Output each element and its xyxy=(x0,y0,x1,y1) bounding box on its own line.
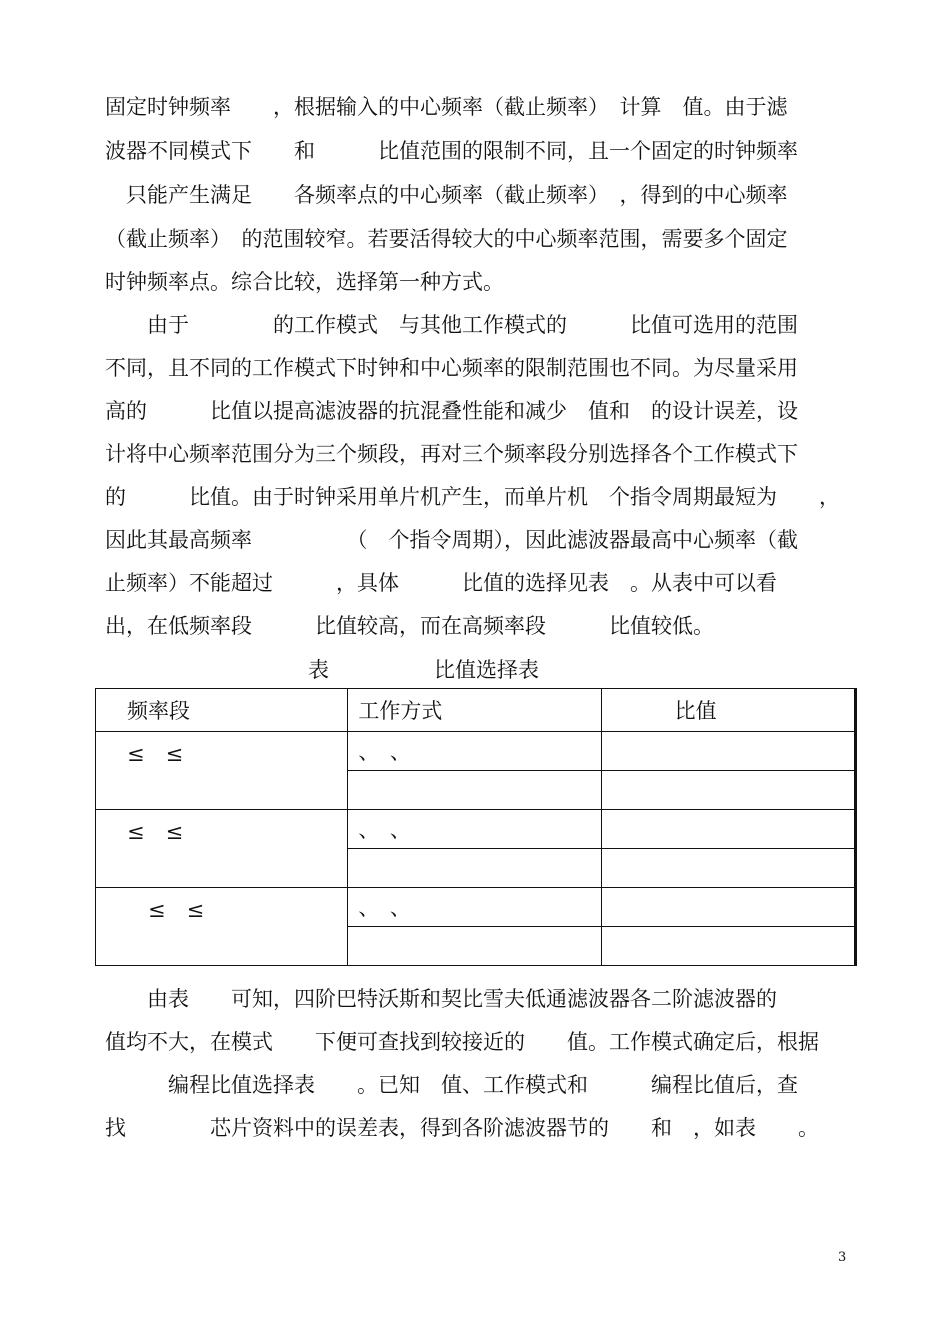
p3-line-4: 找 芯片资料中的误差表，得到各阶滤波器节的 和 ，如表 。 xyxy=(105,1116,819,1140)
ratio-cell xyxy=(601,732,855,771)
mode-cell-empty xyxy=(348,771,601,810)
p3-line-3: 编程比值选择表 。已知 值、工作模式和 编程比值后，查 xyxy=(105,1073,798,1097)
p1-line-3: 只能产生满足 各频率点的中心频率（截止频率） ，得到的中心频率 xyxy=(105,183,788,207)
table-row xyxy=(96,732,856,771)
mode-cell-empty xyxy=(348,849,601,888)
ratio-cell xyxy=(601,810,855,849)
p2-line-8: 出，在低频率段 比值较高，而在高频率段 比值较低。 xyxy=(105,614,714,638)
band-range-cell: ≤ ≤ xyxy=(96,810,348,888)
table-header-row xyxy=(96,689,856,732)
p3-line-2: 值均不大，在模式 下便可查找到较接近的 值。工作模式确定后，根据 xyxy=(105,1030,819,1054)
p2-line-3: 高的 比值以提高滤波器的抗混叠性能和减少 值和 的设计误差，设 xyxy=(105,399,798,423)
p2-line-6: 因此其最高频率 （ 个指令周期），因此滤波器最高中心频率（截 xyxy=(105,528,798,552)
p1-line-4: （截止频率） 的范围较窄。若要活得较大的中心频率范围，需要多个固定 xyxy=(105,227,788,251)
mode-cell-empty xyxy=(348,927,601,966)
p2-line-2: 不同，且不同的工作模式下时钟和中心频率的限制范围也不同。为尽量采用 xyxy=(105,356,798,380)
table-row xyxy=(96,888,856,927)
band-range-cell: ≤ ≤ xyxy=(96,888,348,966)
p2-line-7: 止频率）不能超过 ，具体 比值的选择见表 。从表中可以看 xyxy=(105,571,777,595)
ratio-cell xyxy=(601,771,855,810)
ratio-cell xyxy=(601,888,855,927)
ratio-selection-table xyxy=(95,688,857,966)
p2-line-4: 计将中心频率范围分为三个频段，再对三个频率段分别选择各个工作模式下 xyxy=(105,442,798,466)
p1-line-1: 固定时钟频率 ，根据输入的中心频率（截止频率） 计算 值。由于滤 xyxy=(105,95,788,119)
p2-line-5: 的 比值。由于时钟采用单片机产生，而单片机 个指令周期最短为 ， xyxy=(105,485,840,509)
p2-line-1: 由于 的工作模式 与其他工作模式的 比值可选用的范围 xyxy=(105,313,798,337)
ratio-cell xyxy=(601,849,855,888)
header-ratio: 比值 xyxy=(601,689,855,732)
p1-line-2: 波器不同模式下 和 比值范围的限制不同，且一个固定的时钟频率 xyxy=(105,139,798,163)
table-title: 表 比值选择表 xyxy=(308,658,539,682)
band-range-cell: ≤ ≤ xyxy=(96,732,348,810)
header-frequency-band: 频率段 xyxy=(96,689,348,732)
p1-line-5: 时钟频率点。综合比较，选择第一种方式。 xyxy=(105,270,504,294)
table-row xyxy=(96,810,856,849)
mode-cell: 、 、 xyxy=(348,888,601,927)
page-number: 3 xyxy=(838,1250,847,1265)
ratio-cell xyxy=(601,927,855,966)
mode-cell: 、 、 xyxy=(348,732,601,771)
mode-cell: 、 、 xyxy=(348,810,601,849)
header-work-mode: 工作方式 xyxy=(348,689,601,732)
p3-line-1: 由表 可知，四阶巴特沃斯和契比雪夫低通滤波器各二阶滤波器的 xyxy=(105,987,777,1011)
